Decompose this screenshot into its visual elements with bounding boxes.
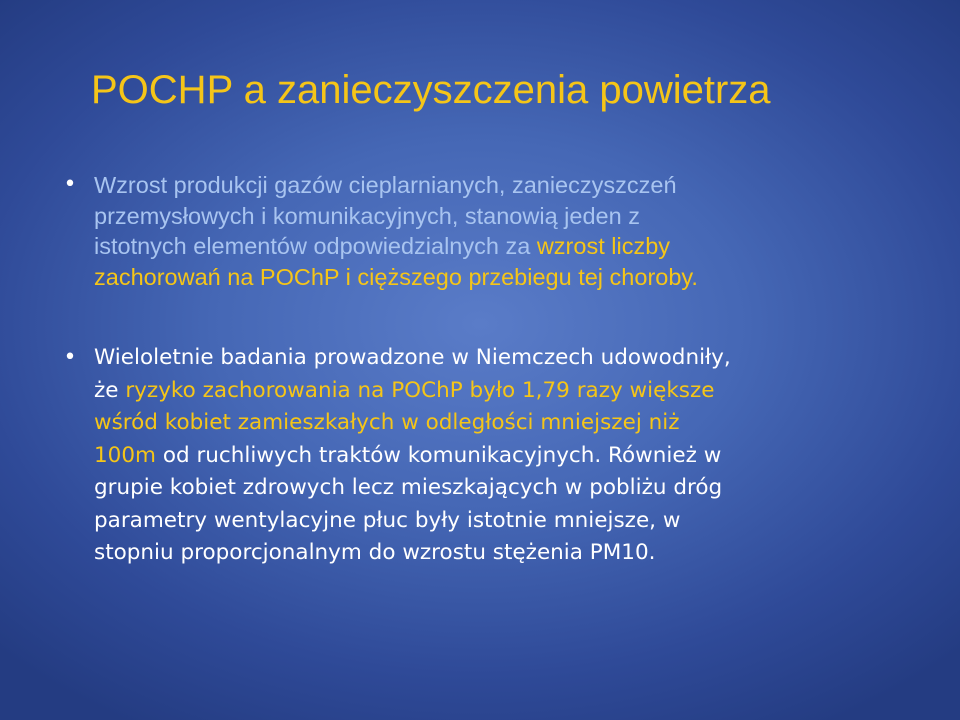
- text-run: Wzrost produkcji gazów cieplarnianych, zanieczyszczeń: [94, 172, 677, 198]
- text-run: parametry wentylacyjne płuc były istotnie mniejsze, w: [94, 507, 681, 533]
- text-line: [94, 440, 920, 473]
- slide-title: POCHP a zanieczyszczenia powietrza: [91, 68, 771, 112]
- highlighted-text: wzrost liczby: [536, 233, 671, 259]
- text-run: stopniu proporcjonalnym do wzrostu stężenia PM10.: [94, 540, 656, 565]
- highlighted-text: zachorowań na POChP i cięższego przebiegu tej choroby.: [94, 263, 698, 290]
- highlighted-text: wśród kobiet zamieszkałych w odległości mniejszej niż: [94, 410, 680, 435]
- text-line: [94, 262, 920, 293]
- text-line: [94, 201, 920, 232]
- text-run: grupie kobiet zdrowych lecz mieszkających w pobliżu dróg: [94, 475, 723, 500]
- text-run: że: [94, 377, 126, 403]
- text-line: [94, 170, 920, 201]
- bullet-marker: •: [63, 172, 77, 197]
- text-run: istotnych elementów odpowiedzialnych za: [94, 233, 537, 259]
- bullet-text-emissions: [94, 170, 920, 292]
- text-line: [94, 505, 920, 538]
- bullet-text-germany-study: [94, 342, 920, 570]
- highlighted-text: ryzyko zachorowania na POChP było 1,79 razy większe: [125, 377, 715, 403]
- text-line: [94, 537, 920, 570]
- text-line: [94, 472, 920, 505]
- text-line: [94, 407, 920, 440]
- text-run: przemysłowych i komunikacyjnych, stanowią jeden z: [94, 202, 640, 229]
- bullet-marker: •: [63, 345, 77, 370]
- text-run: Wieloletnie badania prowadzone w Niemczech udowodniły,: [94, 345, 731, 370]
- highlighted-text: 100m: [94, 442, 156, 468]
- text-run: od ruchliwych traktów komunikacyjnych. Również w: [155, 442, 722, 468]
- text-line: [94, 231, 920, 262]
- text-line: [94, 342, 920, 375]
- text-line: [94, 375, 920, 408]
